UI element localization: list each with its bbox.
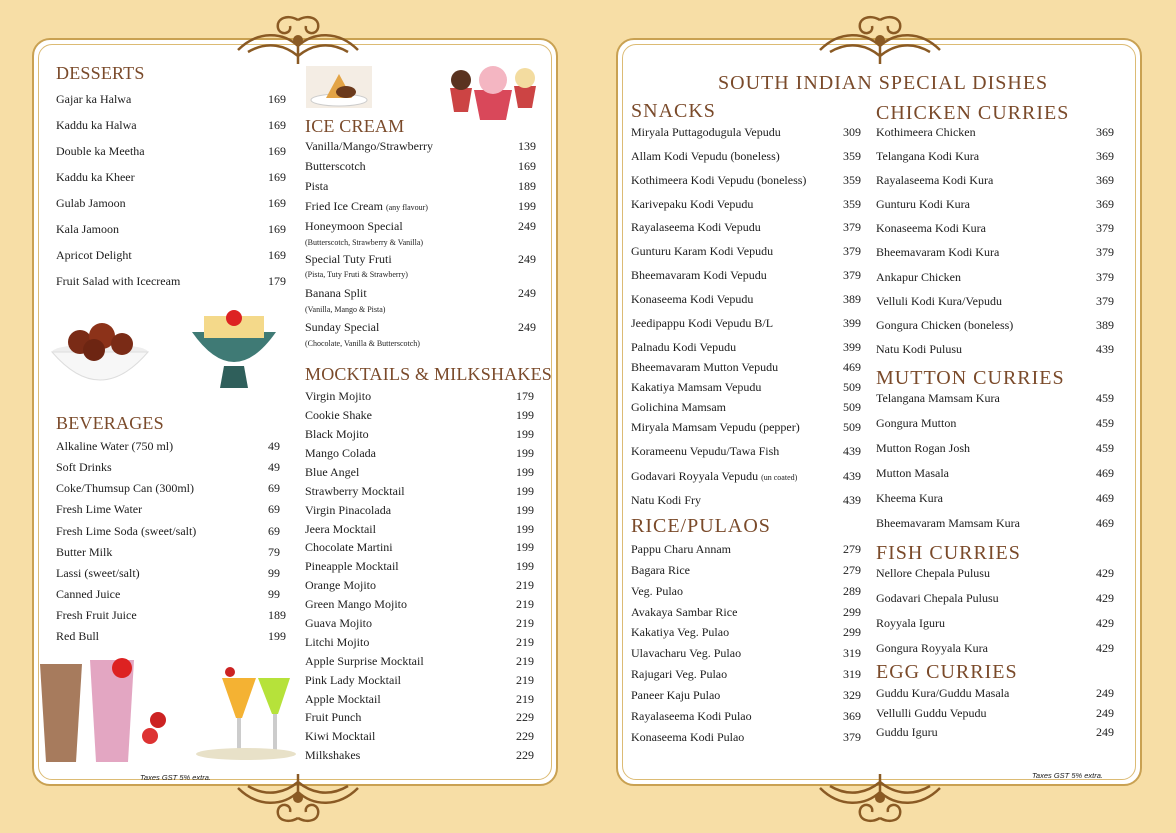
snack-item: Bheemavaram Mutton Vepudu xyxy=(631,360,779,374)
mocktail-item: Cookie Shake xyxy=(305,408,372,422)
egg-price: 249 xyxy=(1096,706,1114,720)
mocktail-price: 219 xyxy=(516,597,534,611)
ice-cream-item xyxy=(305,199,428,214)
rice-price: 329 xyxy=(843,688,861,702)
beverage-item: Soft Drinks xyxy=(56,460,112,474)
mocktail-price: 199 xyxy=(516,540,534,554)
mutton-price: 459 xyxy=(1096,416,1114,430)
fish-price: 429 xyxy=(1096,641,1114,655)
mocktail-item: Virgin Mojito xyxy=(305,389,372,403)
mocktail-price: 219 xyxy=(516,616,534,630)
snack-price: 439 xyxy=(843,444,861,458)
rice-item: Pappu Charu Annam xyxy=(631,542,731,556)
dessert-price: 169 xyxy=(268,222,286,236)
rice-price: 319 xyxy=(843,646,861,660)
dessert-price: 169 xyxy=(268,144,286,158)
beverage-price: 49 xyxy=(268,439,280,453)
mocktail-price: 219 xyxy=(516,654,534,668)
mocktail-item: Fruit Punch xyxy=(305,710,362,724)
dessert-item: Double ka Meetha xyxy=(56,144,145,158)
chicken-item: Ankapur Chicken xyxy=(876,270,961,284)
chicken-item: Gongura Chicken (boneless) xyxy=(876,318,1014,332)
mocktail-price: 199 xyxy=(516,484,534,498)
ice-cream-price: 189 xyxy=(518,179,536,193)
rice-heading: RICE/PULAOS xyxy=(631,515,771,537)
dessert-price: 169 xyxy=(268,170,286,184)
top-left-ornament xyxy=(228,12,368,70)
dessert-item: Kaddu ka Kheer xyxy=(56,170,135,184)
fish-price: 429 xyxy=(1096,591,1114,605)
milkshake-glasses-image xyxy=(36,654,176,766)
beverage-item: Fresh Fruit Juice xyxy=(56,608,137,622)
ice-cream-price: 249 xyxy=(518,286,536,300)
right-tax-note: Taxes GST 5% extra. xyxy=(1032,771,1104,780)
beverage-price: 69 xyxy=(268,481,280,495)
ice-cream-item: Butterscotch xyxy=(305,159,366,173)
rice-item: Rajugari Veg. Pulao xyxy=(631,667,728,681)
mocktail-price: 179 xyxy=(516,389,534,403)
mocktails-heading: MOCKTAILS & MILKSHAKES xyxy=(305,364,552,384)
beverage-price: 79 xyxy=(268,545,280,559)
ice-cream-sub: (Vanilla, Mango & Pista) xyxy=(305,305,386,314)
snack-item: Jeedipappu Kodi Vepudu B/L xyxy=(631,316,774,330)
mocktail-price: 199 xyxy=(516,446,534,460)
rice-item: Avakaya Sambar Rice xyxy=(631,605,738,619)
chicken-item: Velluli Kodi Kura/Vepudu xyxy=(876,294,1002,308)
mutton-item: Gongura Mutton xyxy=(876,416,957,430)
snack-item: Kakatiya Mamsam Vepudu xyxy=(631,380,762,394)
mocktail-item: Black Mojito xyxy=(305,427,369,441)
dessert-price: 169 xyxy=(268,196,286,210)
egg-price: 249 xyxy=(1096,686,1114,700)
ice-cream-item: Banana Split xyxy=(305,286,367,300)
snack-item: Allam Kodi Vepudu (boneless) xyxy=(631,149,780,163)
mutton-price: 469 xyxy=(1096,466,1114,480)
snack-item-name: Godavari Royyala Vepudu xyxy=(631,469,759,483)
south-indian-title: SOUTH INDIAN SPECIAL DISHES xyxy=(718,72,1049,94)
fish-item: Nellore Chepala Pulusu xyxy=(876,566,990,580)
mocktail-price: 199 xyxy=(516,503,534,517)
egg-item: Guddu Iguru xyxy=(876,725,938,739)
mutton-price: 469 xyxy=(1096,516,1114,530)
chicken-item: Telangana Kodi Kura xyxy=(876,149,980,163)
fruit-salad-bowl-image xyxy=(186,306,282,396)
chicken-price: 379 xyxy=(1096,245,1114,259)
beverage-item: Coke/Thumsup Can (300ml) xyxy=(56,481,194,495)
mocktail-price: 229 xyxy=(516,710,534,724)
snack-price: 379 xyxy=(843,244,861,258)
beverage-price: 199 xyxy=(268,629,286,643)
ice-cream-cups-image xyxy=(446,62,542,126)
beverage-item: Alkaline Water (750 ml) xyxy=(56,439,174,453)
beverage-item: Butter Milk xyxy=(56,545,113,559)
mocktail-price: 219 xyxy=(516,578,534,592)
ice-cream-price: 249 xyxy=(518,320,536,334)
dessert-item: Gajar ka Halwa xyxy=(56,92,132,106)
mocktail-price: 199 xyxy=(516,408,534,422)
mocktail-item: Apple Surprise Mocktail xyxy=(305,654,424,668)
fish-heading: FISH CURRIES xyxy=(876,542,1021,564)
mocktail-item: Green Mango Mojito xyxy=(305,597,407,611)
snack-price: 379 xyxy=(843,220,861,234)
dessert-item: Apricot Delight xyxy=(56,248,132,262)
chicken-price: 389 xyxy=(1096,318,1114,332)
chicken-price: 369 xyxy=(1096,197,1114,211)
snack-price: 379 xyxy=(843,268,861,282)
rice-price: 299 xyxy=(843,625,861,639)
snack-price: 439 xyxy=(843,469,861,483)
mocktail-price: 219 xyxy=(516,673,534,687)
mocktail-item: Kiwi Mocktail xyxy=(305,729,376,743)
chicken-item: Konaseema Kodi Kura xyxy=(876,221,986,235)
mutton-item: Kheema Kura xyxy=(876,491,943,505)
beverage-price: 49 xyxy=(268,460,280,474)
ice-cream-sub: (Pista, Tuty Fruti & Strawberry) xyxy=(305,270,408,279)
top-right-ornament xyxy=(810,12,950,70)
snack-price: 509 xyxy=(843,400,861,414)
rice-item: Paneer Kaju Pulao xyxy=(631,688,721,702)
dessert-plate-image xyxy=(306,66,372,108)
fish-price: 429 xyxy=(1096,566,1114,580)
mocktail-price: 199 xyxy=(516,465,534,479)
fish-item: Royyala Iguru xyxy=(876,616,945,630)
snack-item: Rayalaseema Kodi Vepudu xyxy=(631,220,761,234)
ice-cream-item: Sunday Special xyxy=(305,320,380,334)
snack-price: 509 xyxy=(843,420,861,434)
ice-cream-price: 169 xyxy=(518,159,536,173)
dessert-item: Gulab Jamoon xyxy=(56,196,126,210)
ice-cream-item: Honeymoon Special xyxy=(305,219,403,233)
snack-item-note: (un coated) xyxy=(761,473,798,482)
mocktail-price: 219 xyxy=(516,692,534,706)
mocktail-item: Mango Colada xyxy=(305,446,376,460)
mocktail-item: Milkshakes xyxy=(305,748,361,762)
egg-price: 249 xyxy=(1096,725,1114,739)
ice-cream-price: 249 xyxy=(518,252,536,266)
snack-price: 509 xyxy=(843,380,861,394)
snack-item xyxy=(631,469,797,484)
mocktail-item: Orange Mojito xyxy=(305,578,376,592)
rice-item: Veg. Pulao xyxy=(631,584,683,598)
rice-item: Bagara Rice xyxy=(631,563,690,577)
snack-item: Miryala Mamsam Vepudu (pepper) xyxy=(631,420,800,434)
beverage-price: 99 xyxy=(268,566,280,580)
ice-cream-sub: (Butterscotch, Strawberry & Vanilla) xyxy=(305,238,424,247)
snack-price: 399 xyxy=(843,340,861,354)
chicken-item: Bheemavaram Kodi Kura xyxy=(876,245,1000,259)
beverage-item: Fresh Lime Water xyxy=(56,502,143,516)
snack-item: Miryala Puttagodugula Vepudu xyxy=(631,125,781,139)
left-tax-note: Taxes GST 5% extra. xyxy=(140,773,212,782)
chicken-price: 369 xyxy=(1096,149,1114,163)
rice-item: Kakatiya Veg. Pulao xyxy=(631,625,730,639)
mutton-item: Mutton Rogan Josh xyxy=(876,441,971,455)
beverage-item: Red Bull xyxy=(56,629,100,643)
fish-item: Godavari Chepala Pulusu xyxy=(876,591,999,605)
snack-price: 359 xyxy=(843,173,861,187)
chicken-price: 439 xyxy=(1096,342,1114,356)
rice-price: 319 xyxy=(843,667,861,681)
ice-cream-item-name: Fried Ice Cream xyxy=(305,199,383,213)
chicken-price: 379 xyxy=(1096,294,1114,308)
ice-cream-price: 139 xyxy=(518,139,536,153)
beverage-item: Lassi (sweet/salt) xyxy=(56,566,140,580)
mocktail-item: Strawberry Mocktail xyxy=(305,484,405,498)
beverage-item: Canned Juice xyxy=(56,587,121,601)
desserts-heading: DESSERTS xyxy=(56,63,145,83)
mocktail-price: 199 xyxy=(516,522,534,536)
mutton-price: 459 xyxy=(1096,441,1114,455)
ice-cream-item: Pista xyxy=(305,179,329,193)
fish-item: Gongura Royyala Kura xyxy=(876,641,988,655)
mutton-heading: MUTTON CURRIES xyxy=(876,367,1065,389)
rice-item: Rayalaseema Kodi Pulao xyxy=(631,709,752,723)
chicken-heading: CHICKEN CURRIES xyxy=(876,102,1070,124)
mocktail-item: Virgin Pinacolada xyxy=(305,503,392,517)
mutton-item: Bheemavaram Mamsam Kura xyxy=(876,516,1020,530)
mocktail-item: Apple Mocktail xyxy=(305,692,381,706)
mocktail-item: Litchi Mojito xyxy=(305,635,370,649)
dessert-item: Kaddu ka Halwa xyxy=(56,118,137,132)
rice-price: 369 xyxy=(843,709,861,723)
mocktail-item: Chocolate Martini xyxy=(305,540,393,554)
snack-price: 309 xyxy=(843,125,861,139)
rice-price: 279 xyxy=(843,563,861,577)
dessert-price: 169 xyxy=(268,248,286,262)
chicken-item: Kothimeera Chicken xyxy=(876,125,976,139)
ice-cream-sub: (Chocolate, Vanilla & Butterscotch) xyxy=(305,339,420,348)
snack-price: 389 xyxy=(843,292,861,306)
ice-cream-item: Special Tuty Fruti xyxy=(305,252,392,266)
beverage-price: 69 xyxy=(268,502,280,516)
beverage-price: 189 xyxy=(268,608,286,622)
mutton-price: 459 xyxy=(1096,391,1114,405)
snack-price: 359 xyxy=(843,197,861,211)
mocktail-item: Blue Angel xyxy=(305,465,360,479)
dessert-price: 169 xyxy=(268,92,286,106)
beverage-price: 99 xyxy=(268,587,280,601)
ice-cream-item: Vanilla/Mango/Strawberry xyxy=(305,139,433,153)
snack-price: 439 xyxy=(843,493,861,507)
snack-item: Gunturu Karam Kodi Vepudu xyxy=(631,244,774,258)
egg-item: Guddu Kura/Guddu Masala xyxy=(876,686,1010,700)
dessert-price: 179 xyxy=(268,274,286,288)
mocktail-price: 229 xyxy=(516,748,534,762)
snack-price: 469 xyxy=(843,360,861,374)
gulab-jamoon-image xyxy=(50,312,150,388)
mutton-price: 469 xyxy=(1096,491,1114,505)
rice-item: Konaseema Kodi Pulao xyxy=(631,730,745,744)
ice-cream-heading: ICE CREAM xyxy=(305,116,405,136)
rice-price: 299 xyxy=(843,605,861,619)
rice-price: 289 xyxy=(843,584,861,598)
snack-item: Konaseema Kodi Vepudu xyxy=(631,292,754,306)
chicken-price: 369 xyxy=(1096,125,1114,139)
beverages-heading: BEVERAGES xyxy=(56,413,164,433)
mocktail-price: 199 xyxy=(516,427,534,441)
egg-item: Vellulli Guddu Vepudu xyxy=(876,706,987,720)
chicken-item: Gunturu Kodi Kura xyxy=(876,197,970,211)
chicken-price: 379 xyxy=(1096,221,1114,235)
chicken-item: Rayalaseema Kodi Kura xyxy=(876,173,994,187)
mocktail-price: 199 xyxy=(516,559,534,573)
snack-price: 359 xyxy=(843,149,861,163)
beverage-item: Fresh Lime Soda (sweet/salt) xyxy=(56,524,197,538)
ice-cream-price: 199 xyxy=(518,199,536,213)
snacks-heading: SNACKS xyxy=(631,100,716,122)
mocktail-price: 219 xyxy=(516,635,534,649)
chicken-item: Natu Kodi Pulusu xyxy=(876,342,963,356)
mocktail-glasses-image xyxy=(186,654,296,762)
snack-item: Natu Kodi Fry xyxy=(631,493,701,507)
ice-cream-price: 249 xyxy=(518,219,536,233)
mocktail-price: 229 xyxy=(516,729,534,743)
snack-price: 399 xyxy=(843,316,861,330)
mutton-item: Telangana Mamsam Kura xyxy=(876,391,1000,405)
egg-heading: EGG CURRIES xyxy=(876,661,1018,683)
snack-item: Golichina Mamsam xyxy=(631,400,726,414)
beverage-price: 69 xyxy=(268,524,280,538)
snack-item: Palnadu Kodi Vepudu xyxy=(631,340,737,354)
mocktail-item: Pineapple Mocktail xyxy=(305,559,399,573)
rice-price: 379 xyxy=(843,730,861,744)
chicken-price: 379 xyxy=(1096,270,1114,284)
dessert-item: Kala Jamoon xyxy=(56,222,119,236)
snack-item: Korameenu Vepudu/Tawa Fish xyxy=(631,444,780,458)
snack-item: Bheemavaram Kodi Vepudu xyxy=(631,268,767,282)
bottom-left-ornament xyxy=(228,768,368,826)
rice-price: 279 xyxy=(843,542,861,556)
mocktail-item: Pink Lady Mocktail xyxy=(305,673,401,687)
ice-cream-item-note: (any flavour) xyxy=(385,203,428,212)
mocktail-item: Jeera Mocktail xyxy=(305,522,376,536)
fish-price: 429 xyxy=(1096,616,1114,630)
snack-item: Karivepaku Kodi Vepudu xyxy=(631,197,754,211)
dessert-price: 169 xyxy=(268,118,286,132)
chicken-price: 369 xyxy=(1096,173,1114,187)
rice-item: Ulavacharu Veg. Pulao xyxy=(631,646,742,660)
dessert-item: Fruit Salad with Icecream xyxy=(56,274,181,288)
mutton-item: Mutton Masala xyxy=(876,466,949,480)
snack-item: Kothimeera Kodi Vepudu (boneless) xyxy=(631,173,807,187)
mocktail-item: Guava Mojito xyxy=(305,616,372,630)
bottom-right-ornament xyxy=(810,768,950,826)
